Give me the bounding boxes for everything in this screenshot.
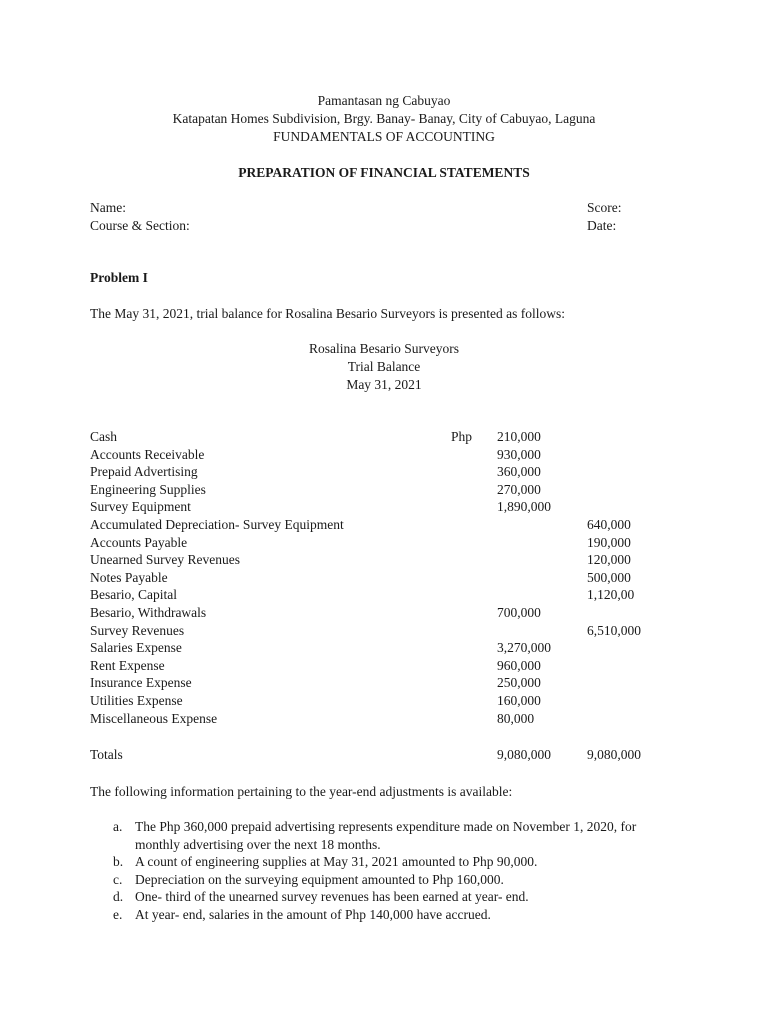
adjustment-text: The Php 360,000 prepaid advertising represents expenditure made on November 1, 2020, for monthly advertising over the next 18 months.	[135, 819, 637, 852]
tb-account-name: Accumulated Depreciation- Survey Equipment	[90, 516, 344, 532]
tb-company: Rosalina Besario Surveyors	[309, 341, 459, 356]
tb-credit-amount: 640,000	[587, 516, 631, 532]
tb-row	[90, 551, 670, 569]
adjustment-item	[90, 906, 670, 924]
tb-row	[90, 604, 670, 622]
tb-account-name: Unearned Survey Revenues	[90, 552, 240, 568]
adjustment-text: At year- end, salaries in the amount of Php 140,000 have accrued.	[135, 906, 491, 922]
tb-account-name: Accounts Receivable	[90, 446, 205, 462]
tb-debit-amount: 80,000	[497, 710, 535, 726]
adjustment-letter: d.	[113, 889, 124, 905]
trial-balance-table	[90, 428, 670, 727]
tb-account-name: Engineering Supplies	[90, 481, 206, 497]
tb-account-name: Accounts Payable	[90, 534, 188, 550]
tb-row	[90, 498, 670, 516]
tb-credit-amount: 190,000	[587, 534, 631, 550]
tb-debit-amount: 270,000	[497, 481, 541, 497]
tb-account-name: Utilities Expense	[90, 692, 183, 708]
tb-debit-amount: 930,000	[497, 446, 541, 462]
adjustment-text: A count of engineering supplies at May 31, 2021 amounted to Php 90,000.	[135, 854, 538, 870]
problem-intro: The May 31, 2021, trial balance for Rosalina Besario Surveyors is presented as follows:	[90, 306, 566, 321]
tb-debit-amount: 1,890,000	[497, 499, 551, 515]
adjustment-item	[90, 853, 670, 871]
tb-account-name: Survey Equipment	[90, 499, 191, 515]
tb-totals-debit: 9,080,000	[497, 747, 551, 762]
tb-row	[90, 481, 670, 499]
adjustment-letter: a.	[113, 819, 123, 834]
tb-account-name: Notes Payable	[90, 569, 168, 585]
tb-debit-amount: 3,270,000	[497, 640, 551, 656]
adjustments-intro: The following information pertaining to the year-end adjustments is available:	[90, 784, 513, 799]
score-label: Score:	[587, 200, 622, 215]
course-title: FUNDAMENTALS OF ACCOUNTING	[273, 129, 495, 144]
adjustment-letter: e.	[113, 906, 123, 922]
tb-report-name: Trial Balance	[347, 359, 421, 374]
tb-debit-amount: 210,000	[497, 429, 541, 444]
tb-row	[90, 586, 670, 604]
problem-heading: Problem I	[90, 270, 148, 285]
tb-debit-amount: 960,000	[497, 657, 541, 673]
tb-row	[90, 463, 670, 481]
adjustment-item	[90, 818, 670, 853]
tb-row	[90, 674, 670, 692]
tb-credit-amount: 120,000	[587, 552, 631, 568]
adjustment-item	[90, 871, 670, 889]
tb-account-name: Salaries Expense	[90, 640, 182, 656]
tb-debit-amount: 160,000	[497, 692, 541, 708]
tb-credit-amount: 500,000	[587, 569, 631, 585]
tb-account-name: Prepaid Advertising	[90, 464, 198, 480]
tb-row	[90, 657, 670, 675]
tb-totals-label: Totals	[90, 747, 123, 762]
tb-account-name: Besario, Withdrawals	[90, 604, 207, 620]
document-title: PREPARATION OF FINANCIAL STATEMENTS	[238, 165, 530, 180]
tb-currency: Php	[451, 429, 473, 444]
tb-row	[90, 692, 670, 710]
tb-debit-amount: 250,000	[497, 675, 541, 691]
tb-account-name: Miscellaneous Expense	[90, 710, 218, 726]
adjustment-letter: b.	[113, 854, 124, 870]
tb-credit-amount: 1,120,00	[587, 587, 635, 603]
tb-debit-amount: 360,000	[497, 464, 541, 480]
tb-row	[90, 516, 670, 534]
tb-row	[90, 622, 670, 640]
school-address: Katapatan Homes Subdivision, Brgy. Banay- Banay, City of Cabuyao, Laguna	[172, 111, 596, 126]
tb-account-name: Besario, Capital	[90, 587, 177, 603]
adjustments-list	[90, 818, 670, 924]
tb-debit-amount: 700,000	[497, 604, 541, 620]
adjustment-letter: c.	[113, 871, 123, 887]
tb-totals-credit: 9,080,000	[587, 747, 641, 762]
date-label: Date:	[587, 218, 617, 233]
tb-account-name: Survey Revenues	[90, 622, 185, 638]
school-name: Pamantasan ng Cabuyao	[317, 93, 451, 108]
course-section-label: Course & Section:	[90, 218, 190, 233]
tb-totals-row	[90, 746, 670, 764]
name-label: Name:	[90, 200, 126, 215]
tb-row	[90, 710, 670, 728]
tb-row	[90, 639, 670, 657]
tb-credit-amount: 6,510,000	[587, 622, 641, 638]
tb-row	[90, 446, 670, 464]
adjustment-text: Depreciation on the surveying equipment amounted to Php 160,000.	[135, 871, 504, 887]
tb-date: May 31, 2021	[346, 377, 422, 392]
tb-account-name: Rent Expense	[90, 657, 165, 673]
tb-account-name: Insurance Expense	[90, 675, 192, 691]
tb-row	[90, 569, 670, 587]
tb-row	[90, 428, 670, 446]
adjustment-item	[90, 888, 670, 906]
adjustment-text: One- third of the unearned survey revenues has been earned at year- end.	[135, 889, 529, 905]
tb-account-name: Cash	[90, 429, 117, 444]
tb-row	[90, 534, 670, 552]
